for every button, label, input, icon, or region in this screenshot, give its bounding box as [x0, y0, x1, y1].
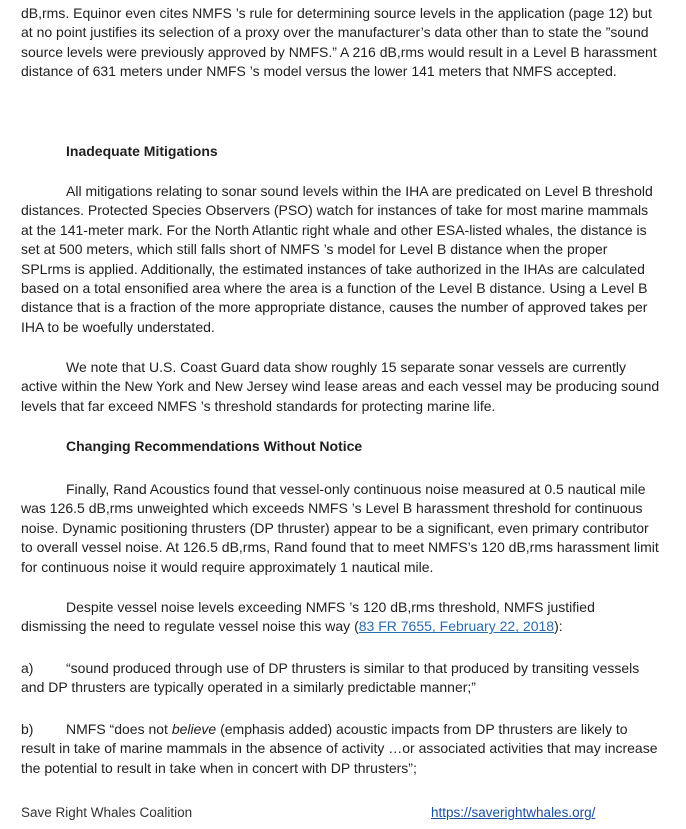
- list-marker-a: a): [21, 660, 34, 676]
- list-item-b: [21, 720, 661, 778]
- paragraph-rand-acoustics: Finally, Rand Acoustics found that vessel-only continuous noise measured at 0.5 nautical mile was 126.5 dB,rms unweighted which exceeds NMFS ’s Level B harassment threshold for continuous noise. Dynamic positioning thrusters (DP thruster) appear to be a significant, even primary contributor to overall vessel noise. At 126.5 dB,rms, Rand found that to meet NMFS’s 120 dB,rms harassment limit for continuous noise it would require approximately 1 nautical mile.: [21, 481, 659, 575]
- heading-inadequate-mitigations: Inadequate Mitigations: [66, 143, 218, 159]
- paragraph-coast-guard: We note that U.S. Coast Guard data show roughly 15 separate sonar vessels are currently active within the New York and New Jersey wind lease areas and each vessel may be producing sound levels that far exceed NMFS ’s threshold standards for protecting marine life.: [21, 359, 660, 414]
- footer-organization: Save Right Whales Coalition: [21, 805, 193, 820]
- footer-website-link[interactable]: https://saverightwhales.org/: [431, 805, 596, 820]
- paragraph-source-levels: dB,rms. Equinor even cites NMFS ’s rule for determining source levels in the application (page 12) but at no point justifies its selection of a proxy over the manufacturer’s data other than to state the ”sound source levels were previously approved by NMFS.” A 216 dB,rms would result in a Level B harassment distance of 631 meters under NMFS ’s model versus the lower 141 meters that NMFS accepted.: [21, 5, 657, 80]
- list-item-b-emphasis: believe: [171, 721, 217, 737]
- list-item-b-text-end: (emphasis added) acoustic impacts from DP thrusters are likely to result in take of marine mammals in the absence of activity …or associated activities that may increase the potential to result in take when in concert with DP thrusters”;: [21, 721, 658, 776]
- list-item-a: [21, 659, 661, 698]
- list-item-a-text: “sound produced through use of DP thrusters is similar to that produced by transiting vessels and DP thrusters are typically operated in a similarly predictable manner;”: [21, 660, 640, 696]
- federal-register-link[interactable]: 83 FR 7655, February 22, 2018: [358, 618, 555, 635]
- heading-changing-recommendations: Changing Recommendations Without Notice: [66, 438, 363, 454]
- vessel-noise-text-end: ):: [554, 618, 563, 635]
- list-item-b-text-start: NMFS “does not: [66, 721, 172, 737]
- paragraph-mitigations: All mitigations relating to sonar sound levels within the IHA are predicated on Level B threshold distances. Protected Species Observers (PSO) watch for instances of take for most marine mammals at the 141-meter mark. For the North Atlantic right whale and other ESA-listed whales, the distance is set at 500 meters, which still falls short of NMFS ’s model for Level B distance when the proper SPLrms is applied. Additionally, the estimated instances of take authorized in the IHAs are calculated based on a total ensonified area where the area is a function of the Level B distance. Using a Level B distance that is a fraction of the more appropriate distance, causes the number of approved takes per IHA to be woefully understated.: [21, 183, 653, 335]
- list-marker-b: b): [21, 721, 34, 737]
- paragraph-vessel-noise: [21, 598, 661, 637]
- vessel-noise-text: Despite vessel noise levels exceeding NMFS ’s 120 dB,rms threshold, NMFS justified dismissing the need to regulate vessel noise this way (: [21, 599, 595, 635]
